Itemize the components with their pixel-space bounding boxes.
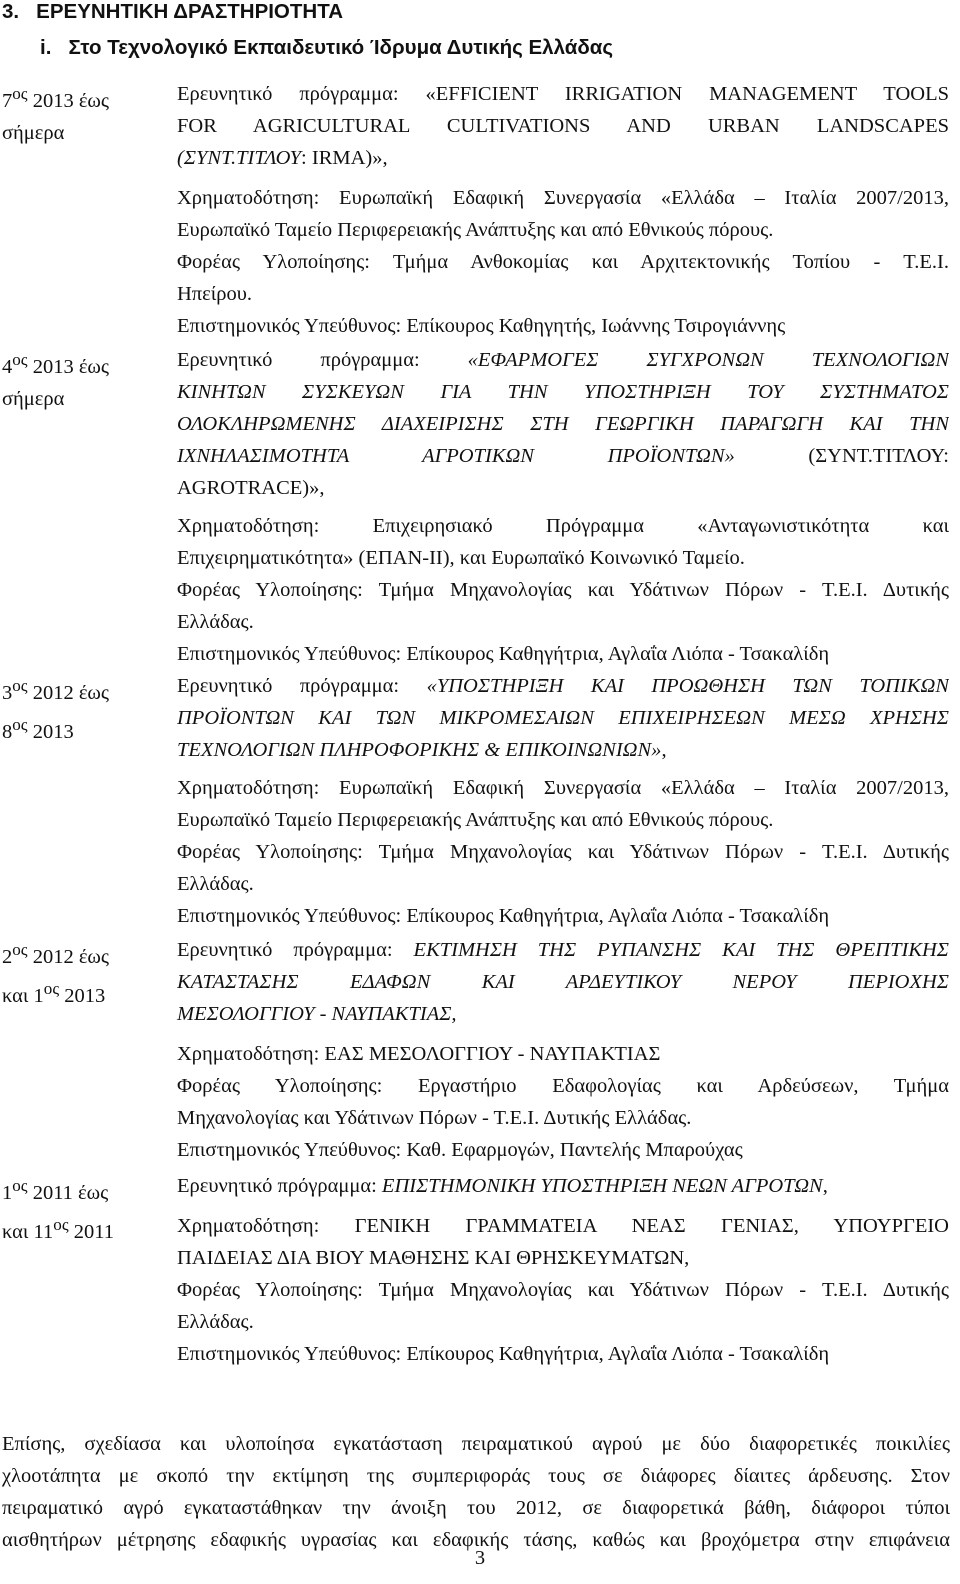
subsection-heading: i. Στο Τεχνολογικό Εκπαιδευτικό Ίδρυμα Δυτικής Ελλάδας [40, 36, 614, 59]
entry-date: $1^{o\varsigma}$ 2011 έως και $11^{o\varsigma}$ 2011 [2, 1176, 114, 1243]
entry-date: $2^{o\varsigma}$ 2012 έως και $1^{o\varsigma}$ 2013 [2, 940, 110, 1007]
implementing-body: Φορέας Υλοποίησης: Τμήμα Μηχανολογίας και Υδάτινων Πόρων - Τ.Ε.Ι. Δυτικής [177, 579, 949, 601]
entry-date: $3^{o\varsigma}$ 2012 έως $8^{o\varsigma}$ 2013 [2, 676, 110, 743]
supervisor: Επιστημονικός Υπεύθυνος: Επίκουρος Καθηγητής, Ιωάννης Τσιρογιάννης [177, 315, 786, 337]
entry-details: Χρηματοδότηση: ΓΕΝΙΚΗ ΓΡΑΜΜΑΤΕΙΑ ΝΕΑΣ ΓΕΝΙΑΣ, ΥΠΟΥΡΓΕΙΟ ΠΑΙΔΕΙΑΣ ΔΙΑ ΒΙΟΥ ΜΑΘΗΣΗΣ ΚΑΙ ΘΡΗΣΚΕΥΜΑΤΩΝ, Φορέας Υλοποίησης: Τμήμα Μηχανολογίας και Υδάτινων Πόρων - Τ.Ε.Ι. Δυτικής Ελλάδας. Επιστημονικός Υπεύθυνος: Επίκουρος Καθηγήτρια, Αγλαΐα Λιόπα - Τσακαλίδη [177, 1210, 949, 1370]
section-heading: 3. ΕΡΕΥΝΗΤΙΚΗ ΔΡΑΣΤΗΡΙΟΤΗΤΑ [2, 0, 344, 23]
funding: Χρηματοδότηση: Επιχειρησιακό Πρόγραμμα «Ανταγωνιστικότητα και [177, 515, 949, 537]
funding: Χρηματοδότηση: Ευρωπαϊκή Εδαφική Συνεργασία «Ελλάδα – Ιταλία 2007/2013, [177, 777, 949, 799]
implementing-body: Φορέας Υλοποίησης: Εργαστήριο Εδαφολογίας και Αρδεύσεων, Τμήμα [177, 1075, 949, 1097]
funding: Χρηματοδότηση: ΓΕΝΙΚΗ ΓΡΑΜΜΑΤΕΙΑ ΝΕΑΣ ΓΕΝΙΑΣ, ΥΠΟΥΡΓΕΙΟ [177, 1215, 949, 1237]
implementing-body: Φορέας Υλοποίησης: Τμήμα Μηχανολογίας και Υδάτινων Πόρων - Τ.Ε.Ι. Δυτικής [177, 841, 949, 863]
entry-details: Χρηματοδότηση: Επιχειρησιακό Πρόγραμμα «Ανταγωνιστικότητα και Επιχειρηματικότητα» (ΕΠΑΝ-ΙΙ), και Ευρωπαϊκό Κοινωνικό Ταμείο. Φορέας Υλοποίησης: Τμήμα Μηχανολογίας και Υδάτινων Πόρων - Τ.Ε.Ι. Δυτικής Ελλάδας. Επιστημονικός Υπεύθυνος: Επίκουρος Καθηγήτρια, Αγλαΐα Λιόπα - Τσακαλίδη [177, 510, 949, 670]
funding: Χρηματοδότηση: ΕΑΣ ΜΕΣΟΛΟΓΓΙΟΥ - ΝΑΥΠΑΚΤΙΑΣ [177, 1043, 661, 1065]
page-number: 3 [474, 1547, 486, 1569]
funding: Χρηματοδότηση: Ευρωπαϊκή Εδαφική Συνεργασία «Ελλάδα – Ιταλία 2007/2013, [177, 187, 949, 209]
entry-date: $7^{o\varsigma}$ 2013 έως σήμερα [2, 84, 110, 144]
supervisor: Επιστημονικός Υπεύθυνος: Επίκουρος Καθηγήτρια, Αγλαΐα Λιόπα - Τσακαλίδη [177, 905, 830, 927]
entry-details: Χρηματοδότηση: Ευρωπαϊκή Εδαφική Συνεργασία «Ελλάδα – Ιταλία 2007/2013, Ευρωπαϊκό Ταμείο Περιφερειακής Ανάπτυξης και από Εθνικούς πόρους. Φορέας Υλοποίησης: Τμήμα Ανθοκομίας και Αρχιτεκτονικής Τοπίου - Τ.Ε.Ι. Ηπείρου. Επιστημονικός Υπεύθυνος: Επίκουρος Καθηγητής, Ιωάννης Τσιρογιάννης [177, 182, 949, 342]
entry-program: Ερευνητικό πρόγραμμα: ΕΠΙΣΤΗΜΟΝΙΚΗ ΥΠΟΣΤΗΡΙΞΗ ΝΕΩΝ ΑΓΡΟΤΩΝ, [177, 1175, 828, 1197]
closing-paragraph: Επίσης, σχεδίασα και υλοποίησα εγκατάσταση πειραματικού αγρού με δύο διαφορετικές ποικιλίες χλοοτάπητα με σκοπό την εκτίμηση της συμπεριφοράς τους σε διάφορες δίαιτες άρδευσης. Στον πειραματικό αγρό εγκαταστάθηκαν την άνοιξη του 2012, σε διαφορετικά βάθη, διάφοροι τύποι αισθητήρων μέτρησης εδαφικής υγρασίας και εδαφικής τάσης, καθώς και βροχόμετρα στην επιφάνεια [2, 1433, 950, 1551]
entry-program: Ερευνητικό πρόγραμμα: «ΕΦΑΡΜΟΓΕΣ ΣΥΓΧΡΟΝΩΝ ΤΕΧΝΟΛΟΓΙΩΝ ΚΙΝΗΤΩΝ ΣΥΣΚΕΥΩΝ ΓΙΑ ΤΗΝ ΥΠΟΣΤΗΡΙΞΗ ΤΟΥ ΣΥΣΤΗΜΑΤΟΣ ΟΛΟΚΛΗΡΩΜΕΝΗΣ ΔΙΑΧΕΙΡΙΣΗΣ ΣΤΗ ΓΕΩΡΓΙΚΗ ΠΑΡΑΓΩΓΗ ΚΑΙ ΤΗΝ ΙΧΝΗΛΑΣΙΜΟΤΗΤΑ ΑΓΡΟΤΙΚΩΝ ΠΡΟΪΟΝΤΩΝ» (ΣΥΝΤ.ΤΙΤΛΟΥ: AGROTRACE)», [177, 349, 949, 499]
supervisor: Επιστημονικός Υπεύθυνος: Επίκουρος Καθηγήτρια, Αγλαΐα Λιόπα - Τσακαλίδη [177, 643, 830, 665]
supervisor: Επιστημονικός Υπεύθυνος: Επίκουρος Καθηγήτρια, Αγλαΐα Λιόπα - Τσακαλίδη [177, 1343, 830, 1365]
entry-program: Ερευνητικό πρόγραμμα: «ΥΠΟΣΤΗΡΙΞΗ ΚΑΙ ΠΡΟΩΘΗΣΗ ΤΩΝ ΤΟΠΙΚΩΝ ΠΡΟΪΟΝΤΩΝ ΚΑΙ ΤΩΝ ΜΙΚΡΟΜΕΣΑΙΩΝ ΕΠΙΧΕΙΡΗΣΕΩΝ ΜΕΣΩ ΧΡΗΣΗΣ ΤΕΧΝΟΛΟΓΙΩΝ ΠΛΗΡΟΦΟΡΙΚΗΣ & ΕΠΙΚΟΙΝΩΝΙΩΝ», [177, 675, 949, 761]
implementing-body: Φορέας Υλοποίησης: Τμήμα Μηχανολογίας και Υδάτινων Πόρων - Τ.Ε.Ι. Δυτικής [177, 1279, 949, 1301]
entry-details: Χρηματοδότηση: Ευρωπαϊκή Εδαφική Συνεργασία «Ελλάδα – Ιταλία 2007/2013, Ευρωπαϊκό Ταμείο Περιφερειακής Ανάπτυξης και από Εθνικούς πόρους. Φορέας Υλοποίησης: Τμήμα Μηχανολογίας και Υδάτινων Πόρων - Τ.Ε.Ι. Δυτικής Ελλάδας. Επιστημονικός Υπεύθυνος: Επίκουρος Καθηγήτρια, Αγλαΐα Λιόπα - Τσακαλίδη [177, 772, 949, 932]
implementing-body: Φορέας Υλοποίησης: Τμήμα Ανθοκομίας και Αρχιτεκτονικής Τοπίου - Τ.Ε.Ι. [177, 251, 949, 273]
supervisor: Επιστημονικός Υπεύθυνος: Καθ. Εφαρμογών, Παντελής Μπαρούχας [177, 1139, 743, 1161]
entry-program: Ερευνητικό πρόγραμμα: «EFFICIENT IRRIGATION MANAGEMENT TOOLS FOR AGRICULTURAL CULTIVATIONS AND URBAN LANDSCAPES (ΣΥΝΤ.ΤΙΤΛΟΥ: IRMA)», [177, 83, 949, 169]
entry-details: Χρηματοδότηση: ΕΑΣ ΜΕΣΟΛΟΓΓΙΟΥ - ΝΑΥΠΑΚΤΙΑΣ Φορέας Υλοποίησης: Εργαστήριο Εδαφολογίας και Αρδεύσεων, Τμήμα Μηχανολογίας και Υδάτινων Πόρων - Τ.Ε.Ι. Δυτικής Ελλάδας. Επιστημονικός Υπεύθυνος: Καθ. Εφαρμογών, Παντελής Μπαρούχας [177, 1038, 949, 1166]
entry-date: $4^{o\varsigma}$ 2013 έως σήμερα [2, 350, 110, 410]
entry-program: Ερευνητικό πρόγραμμα: ΕΚΤΙΜΗΣΗ ΤΗΣ ΡΥΠΑΝΣΗΣ ΚΑΙ ΤΗΣ ΘΡΕΠΤΙΚΗΣ ΚΑΤΑΣΤΑΣΗΣ ΕΔΑΦΩΝ ΚΑΙ ΑΡΔΕΥΤΙΚΟΥ ΝΕΡΟΥ ΠΕΡΙΟΧΗΣ ΜΕΣΟΛΟΓΓΙΟΥ - ΝΑΥΠΑΚΤΙΑΣ, [177, 939, 949, 1025]
